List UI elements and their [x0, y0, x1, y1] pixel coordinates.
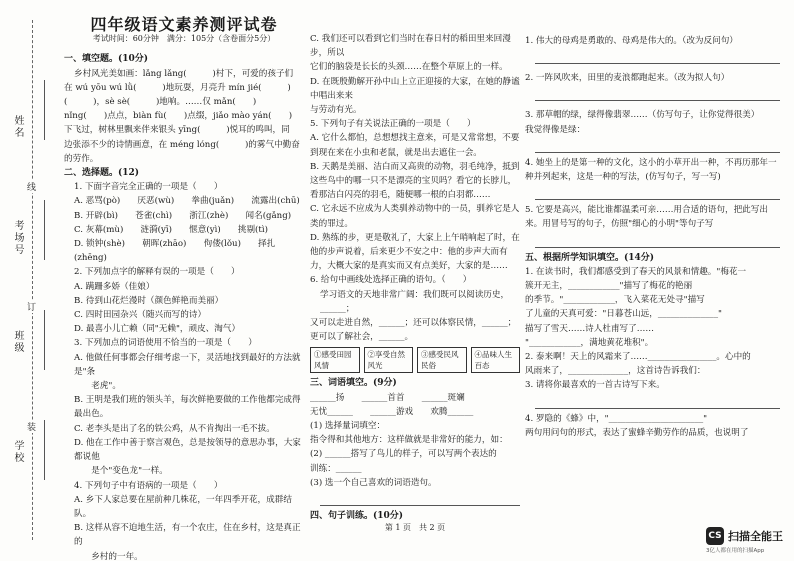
s5-line[interactable]: 的季节。"____________，飞入菜花无处寻"描写 [525, 295, 705, 306]
q4-option-c[interactable]: C. 我们还可以看到它们当时在春日村的稻田里来回漫步，所以 [310, 34, 511, 59]
s1-line: nǐng( )点点，biàn fù( )点缀，jiǎo mào yán( ) [64, 111, 293, 122]
s5-line: 描写了雪天……诗人杜甫写了…… [525, 323, 654, 334]
s1-line: 在 wú yōu wú lǜ( )地玩耍，月亮升 mín jié( ) [64, 82, 291, 93]
exam-title: 四年级语文素养测评试卷 [90, 15, 278, 34]
q3-option-a-cont: 老虎"。 [74, 381, 121, 392]
q4-option-d[interactable]: D. 在既殷勤解开孙中山上立正迎接的大家，在她的静谧中唱出来来 [310, 76, 520, 101]
q3-option-d[interactable]: D. 他在工作中善于察言观色，总是按领导的意思办事，大家都说他 [74, 437, 301, 463]
s5-q2b[interactable]: 风雨来了，______________，这首诗告诉我们： [525, 366, 706, 377]
s5-q3: 3. 请将你最喜欢的一首古诗写下来。 [525, 380, 665, 391]
q6-text: 学习语文的天地非常广阔：我们既可以阅读历史，______； [320, 289, 510, 314]
s5-line[interactable]: "____________，满地黄花堆积"。 [525, 337, 654, 348]
question-2: 2. 下列加点字的解释有误的一项是（ ） [74, 267, 240, 278]
exam-no-blank[interactable] [44, 200, 45, 260]
s5-line: 1. 在读书时，我们都感受到了春天的风景和情趣。"梅花一 [525, 266, 747, 277]
binding-margin [0, 0, 62, 561]
question-5: 5. 下列句子有关说法正确的一项是（ ） [310, 119, 476, 130]
name-label: 姓名 [12, 115, 23, 139]
s3-q2b[interactable]: 训练：______ [310, 463, 362, 474]
s3-q1b: 指令得和其他地方：这样做就是非常好的能力，如： [310, 435, 508, 446]
q5-option-a[interactable]: A. 它什么都怕，总想想找主意来，可是又常常想，不要到现在来在小虫和老鼠，就是出去遮住一会。 [310, 133, 520, 158]
class-label: 班级 [12, 330, 23, 354]
q1-option-c[interactable]: C. 灰幕(mù) 涟漪(yī) 惬意(yì) 挑剔(tì) [74, 224, 268, 235]
q3-option-d-cont: 是个"变色龙"一样。 [74, 466, 168, 477]
s3-q3: (3) 选一个自己喜欢的词语造句。 [310, 477, 437, 488]
s4-q4-answer-line[interactable] [535, 187, 780, 200]
column-1 [64, 0, 304, 562]
q6-option-3[interactable]: ③感受民风民俗 [417, 347, 467, 373]
q6-option-4[interactable]: ④品味人生百态 [471, 347, 521, 373]
q1-option-a[interactable]: A. 恶骂(pò) 厌恶(wù) 拳曲(juǎn) 流露出(chū) [74, 196, 300, 207]
section-4-heading: 四、句子训练。(10分) [310, 511, 404, 522]
s3-q3-answer-line[interactable] [320, 493, 520, 506]
s4-q5-answer-line[interactable] [535, 235, 780, 248]
s4-q2: 2. 一阵风吹来，田里的麦浪都跑起来。（改为拟人句） [525, 73, 730, 84]
q4-option-a[interactable]: A. 乡下人家总要在屋前种几株花，一年四季开花，成群结队。 [74, 494, 292, 519]
s5-line[interactable]: 了儿童的天真可爱："日暮苍山远，______________" [525, 309, 722, 320]
section-2-heading: 二、选择题。(12) [64, 168, 140, 179]
s5-q2[interactable]: 2. 泰来啊！天上的风霜来了……________________。心中的 [525, 352, 751, 363]
question-3: 3. 下列加点的词语使用不恰当的一项是（ ） [74, 338, 257, 349]
s5-q4[interactable]: 4. 罗隐的《蜂》中，"______________________" [525, 413, 708, 424]
s5-q4b: 两句用问句的形式，表达了蜜蜂辛勤劳作的品质，也说明了 [525, 427, 749, 438]
q6-options [310, 347, 520, 373]
scanner-watermark [706, 527, 783, 545]
section-5-heading: 五、根据所学知识填空。(14分) [525, 252, 655, 263]
s5-q3-answer-line[interactable] [535, 396, 780, 409]
section-3-heading: 三、词语填空。(9分) [310, 378, 397, 389]
s1-line: ( )，sè sè( )地响。……仅 mǎn( ) [64, 97, 257, 108]
q1-option-d[interactable]: D. 锁钟(shè) 朝晖(zhāo) 佝偻(lǒu) 择扎(zhēng) [74, 239, 276, 264]
column-2 [310, 32, 520, 552]
exam-subtitle: 考试时间：60分钟 满分：105分（含卷面分5分） [92, 34, 276, 44]
school-label: 学校 [12, 440, 23, 464]
section-1-heading: 一、填空题。(10分) [64, 54, 149, 65]
q6-option-1[interactable]: ①感受田园风情 [310, 347, 360, 373]
s1-line: 下飞过，树林里飘来伴来银头 yīng( )悦耳的鸣叫，同 [64, 125, 290, 136]
s4-q3-answer-line[interactable] [535, 140, 780, 153]
q4-option-d-cont: 与劳动有光。 [310, 105, 362, 116]
exam-no-label: 考场号 [12, 220, 23, 256]
s3-q2[interactable]: (2) ______搭写了鸟儿的样子，可以写两个表达的 [310, 449, 497, 460]
q6-text-cont: 又可以走进自然，______；还可以体察民情，______；更可以了解社会，______。 [310, 318, 517, 343]
s5-line[interactable]: 簇开无主，____________"描写了梅花的艳丽 [525, 281, 693, 292]
q1-option-b[interactable]: B. 开辟(bì) 苍雀(chì) 浙江(zhè) 闻名(gǎng) [74, 210, 292, 221]
s3-q1: (1) 选择量词填空： [310, 421, 386, 432]
s4-q3b: 我觉得像是绿： [525, 124, 586, 135]
q4-option-b-cont: 乡村的一年。 [74, 551, 143, 562]
cut-mark-3: 装 [27, 420, 36, 433]
q2-option-b[interactable]: B. 待到山花烂漫时（颜色鲜艳而美丽） [74, 295, 224, 306]
page-number: 第 1 页 共 2 页 [384, 523, 446, 532]
s3-word-line-2[interactable]: 无忧______ ______游戏 欢腾______ [310, 406, 474, 417]
q3-option-c[interactable]: C. 老李头是出了名的铁公鸡，从不肯掏出一毛不拔。 [74, 423, 275, 434]
question-6: 6. 给句中画线处选择正确的语句。（ ） [310, 275, 472, 286]
q3-option-a[interactable]: A. 他做任何事都会仔细考虑一下，灵活地找到最好的方法就是"条 [74, 352, 301, 377]
name-blank[interactable] [44, 80, 45, 140]
q4-option-c-cont: 它们的脑袋是长长的头颈……在整个草原上的一样。 [310, 62, 508, 73]
s4-q2-answer-line[interactable] [535, 88, 780, 101]
school-blank[interactable] [44, 420, 45, 480]
question-1: 1. 下面字音完全正确的一项是（ ） [74, 182, 223, 193]
q4-option-b[interactable]: B. 这样从容不迫地生活，有一个农庄，住在乡村，这是真正的 [74, 523, 301, 548]
class-blank[interactable] [44, 310, 45, 370]
q2-option-c[interactable]: C. 四时田园杂兴（随兴而写的诗） [74, 310, 207, 321]
q5-option-d[interactable]: D. 熟练的步，更是敬礼了，大家上上午哨响起了时，在他的步声说着，后来更少不安之中：他的步声大而有力，大概大家的是真实而又有点美好，大家的是…… [310, 232, 520, 272]
binding-dashed-line [32, 20, 33, 540]
s3-word-line-1[interactable]: ______扬 ______首首 ______斑斓 [310, 392, 465, 403]
s1-line: 边张添不少的诗情画意，在 méng lóng( )的雾气中勤奋的劳作。 [64, 139, 300, 164]
q3-option-b[interactable]: B. 王明是我们班的领头羊，每次鲜艳要做的工作他都完成得最出色。 [74, 395, 301, 420]
q5-option-c[interactable]: C. 它永远不应成为人类驯养动物中的一员，驯养它是人类的罪过。 [310, 204, 520, 229]
q6-option-2[interactable]: ②享受自然风光 [364, 347, 414, 373]
question-4: 4. 下列句子中有语病的一项是（ ） [74, 480, 223, 491]
column-3 [525, 34, 780, 554]
cut-mark-1: 线 [27, 180, 36, 193]
s1-line: 乡村风光美如画：lǎng lǎng( )村下，可爱的孩子们 [74, 68, 294, 79]
s4-q3: 3. 那草帽的绿，绿得像翡翠……（仿写句子，让你觉得很美） [525, 110, 760, 121]
s4-q1-answer-line[interactable] [535, 51, 780, 64]
s4-q4: 4. 她坐上的是第一种的文化，这小的小草开出一种，不再历那年一种并列起来，这是一种的写法，(仿写句子，写一写) [525, 157, 777, 183]
q2-option-d[interactable]: D. 最喜小儿亡赖（同"无赖"，顽皮、淘气） [74, 324, 241, 335]
q2-option-a[interactable]: A. 蹒跚多娇（佳娘） [74, 281, 155, 292]
scanner-tagline: 3亿人都在用的扫描App [706, 548, 765, 554]
s4-q1: 1. 伟大的母鸡是勇敢的、母鸡是伟大的。（改为反问句） [525, 36, 738, 46]
cut-mark-2: 订 [27, 300, 36, 313]
q5-option-b[interactable]: B. 天鹅是美丽、洁白而又高贵的动物，羽毛纯净，抵到这些鸟中的哪一只不是漂亮的宝贝吗？看它的长脖儿，看那洁白闪亮的羽毛，随便哪一根的白羽都…… [310, 161, 520, 201]
scanner-brand: 扫描全能王 [728, 530, 783, 543]
camscanner-logo-icon: CS [706, 527, 724, 545]
s4-q5: 5. 它要是高兴，能比谁都温柔可亲……用合适的语句，把此写出来。用冒号写的句子，仿照"细心的小明"等句子写 [525, 205, 768, 230]
